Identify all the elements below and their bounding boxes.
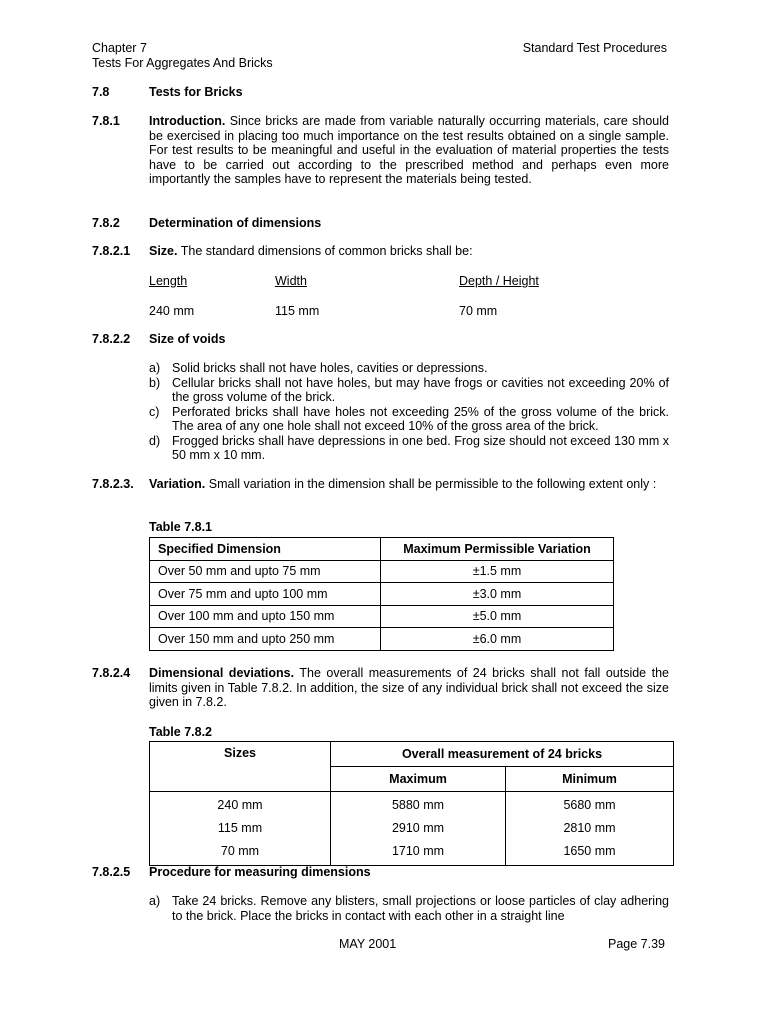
paragraph-text: Since bricks are made from variable naturally occurring materials, care should be exercised in placing too much importance on the test results obtained on a single sample. For test results to be meaningful and useful in the evaluation of material properties the tests have to be carried out according to the prescribed method and perhaps even more importantly the samples have to represent the materials being tested. xyxy=(149,114,669,186)
list-label: c) xyxy=(149,404,160,419)
table-caption: Table 7.8.1 xyxy=(149,520,212,534)
paragraph-lead: Variation. xyxy=(149,477,206,491)
table-cell: 240 mm xyxy=(150,792,331,818)
table-row xyxy=(150,817,674,840)
table-caption: Table 7.8.2 xyxy=(149,725,212,739)
table-row xyxy=(150,605,614,628)
section-title: Procedure for measuring dimensions xyxy=(149,865,371,879)
paragraph-text: The standard dimensions of common bricks shall be: xyxy=(177,244,473,258)
table-cell: Over 50 mm and upto 75 mm xyxy=(150,560,381,583)
table-header-row xyxy=(150,538,614,561)
table-row xyxy=(150,792,674,818)
list-text: Frogged bricks shall have depressions in one bed. Frog size should not exceed 130 mm x 50 mm x 10 mm. xyxy=(172,433,669,462)
table-cell: ±3.0 mm xyxy=(381,583,614,606)
dimension-value-depth: 70 mm xyxy=(459,304,498,318)
table-cell: 2810 mm xyxy=(506,817,674,840)
table-header: Minimum xyxy=(506,767,674,792)
table-cell: ±6.0 mm xyxy=(381,628,614,651)
size-paragraph xyxy=(149,244,669,259)
table-cell: ±1.5 mm xyxy=(381,560,614,583)
table-cell: 1650 mm xyxy=(506,840,674,866)
section-number: 7.8.2.2 xyxy=(92,332,131,346)
header-chapter: Chapter 7 xyxy=(92,41,147,55)
voids-list xyxy=(149,361,669,463)
table-row xyxy=(150,840,674,866)
footer-page-number: Page 7.39 xyxy=(608,937,665,951)
table-cell: ±5.0 mm xyxy=(381,605,614,628)
table-header: Maximum xyxy=(331,767,506,792)
list-label: a) xyxy=(149,361,161,375)
measurement-table xyxy=(149,741,674,866)
section-number: 7.8 xyxy=(92,85,110,99)
list-text: Solid bricks shall not have holes, cavities or depressions. xyxy=(172,361,488,375)
table-header: Overall measurement of 24 bricks xyxy=(331,742,674,767)
list-label: a) xyxy=(149,894,161,908)
table-row xyxy=(150,560,614,583)
list-item xyxy=(149,434,669,463)
table-header: Specified Dimension xyxy=(150,538,381,561)
table-header: Sizes xyxy=(150,742,331,792)
paragraph-text: The overall measurements of 24 bricks shall not fall outside the limits given in Table 7.8.2. In addition, the size of any individual brick shall not exceed the size given in 7.8.2. xyxy=(149,666,669,709)
table-cell: 115 mm xyxy=(150,817,331,840)
list-text: Cellular bricks shall not have holes, but may have frogs or cavities not exceeding 20% of the gross volume of the brick. xyxy=(172,375,669,404)
section-title: Size of voids xyxy=(149,332,226,346)
variation-table xyxy=(149,537,614,651)
dimension-header-depth: Depth / Height xyxy=(459,274,539,288)
procedure-list xyxy=(149,894,669,923)
section-title: Tests for Bricks xyxy=(149,85,243,99)
table-cell: Over 100 mm and upto 150 mm xyxy=(150,605,381,628)
table-cell: 1710 mm xyxy=(331,840,506,866)
section-number: 7.8.2.1 xyxy=(92,244,131,258)
dimension-value-width: 115 mm xyxy=(275,304,320,318)
list-item xyxy=(149,894,669,923)
list-item xyxy=(149,361,669,376)
list-label: d) xyxy=(149,433,161,448)
section-number: 7.8.2.5 xyxy=(92,865,131,879)
paragraph-lead: Dimensional deviations. xyxy=(149,666,295,680)
list-label: b) xyxy=(149,375,161,390)
paragraph-lead: Size. xyxy=(149,244,178,258)
introduction-paragraph xyxy=(149,114,669,187)
table-cell: 70 mm xyxy=(150,840,331,866)
table-cell: Over 75 mm and upto 100 mm xyxy=(150,583,381,606)
table-cell: 5680 mm xyxy=(506,792,674,818)
table-cell: 5880 mm xyxy=(331,792,506,818)
table-cell: 2910 mm xyxy=(331,817,506,840)
table-row xyxy=(150,628,614,651)
dimension-value-length: 240 mm xyxy=(149,304,195,318)
list-item xyxy=(149,405,669,434)
dimension-header-width: Width xyxy=(275,274,307,288)
footer-date: MAY 2001 xyxy=(339,937,397,951)
paragraph-lead: Introduction. xyxy=(149,114,226,128)
paragraph-text: Small variation in the dimension shall be permissible to the following extent only : xyxy=(205,477,657,491)
section-number: 7.8.2.4 xyxy=(92,666,131,680)
table-header: Maximum Permissible Variation xyxy=(381,538,614,561)
list-text: Perforated bricks shall have holes not exceeding 25% of the gross volume of the brick. The area of any one hole shall not exceed 10% of the gross area of the brick. xyxy=(172,404,669,433)
variation-paragraph xyxy=(149,477,669,492)
table-row xyxy=(150,583,614,606)
list-item xyxy=(149,376,669,405)
section-number: 7.8.2.3. xyxy=(92,477,134,491)
section-title: Determination of dimensions xyxy=(149,216,322,230)
section-number: 7.8.1 xyxy=(92,114,120,128)
header-subtitle: Tests For Aggregates And Bricks xyxy=(92,56,273,70)
table-cell: Over 150 mm and upto 250 mm xyxy=(150,628,381,651)
list-text: Take 24 bricks. Remove any blisters, small projections or loose particles of clay adhering to the brick. Place the bricks in contact with each other in a straight line xyxy=(172,894,669,923)
table-header-row xyxy=(150,742,674,767)
header-right: Standard Test Procedures xyxy=(522,41,667,55)
dimension-header-length: Length xyxy=(149,274,188,288)
deviations-paragraph xyxy=(149,666,669,710)
section-number: 7.8.2 xyxy=(92,216,120,230)
